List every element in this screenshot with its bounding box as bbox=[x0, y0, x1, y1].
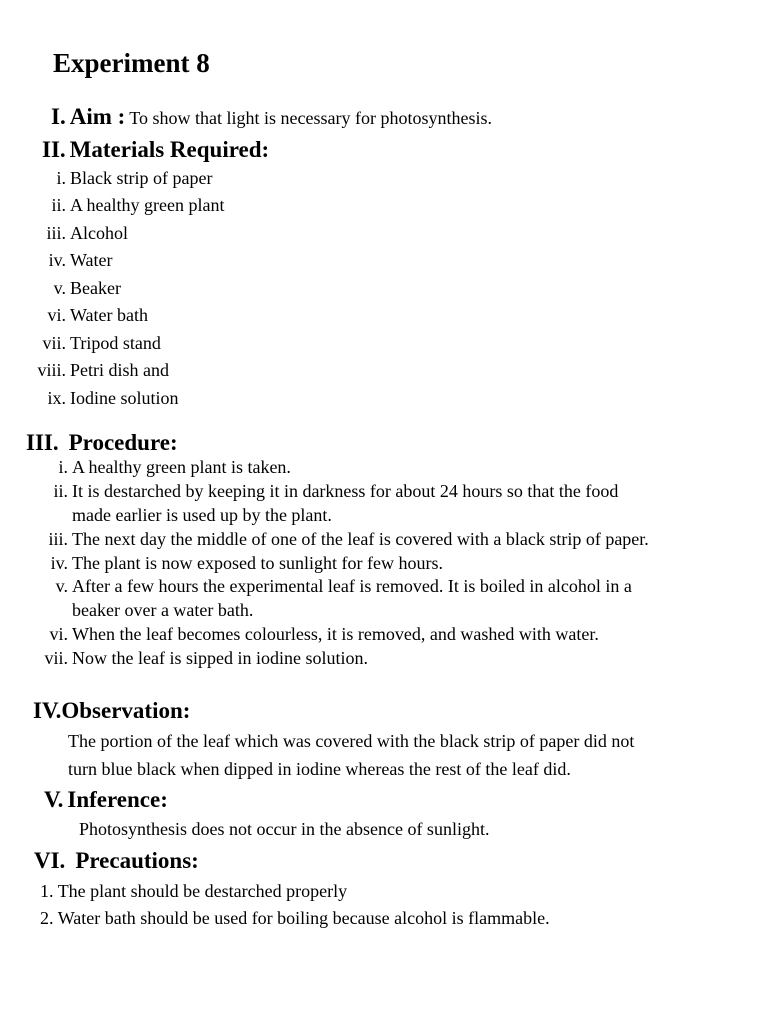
precautions-numeral: VI. bbox=[34, 848, 66, 873]
list-item-continuation: made earlier is used up by the plant. bbox=[72, 505, 332, 525]
inference-label: Inference: bbox=[67, 787, 168, 812]
list-item: viii. Petri dish and bbox=[37, 360, 169, 380]
precautions-label: Precautions: bbox=[75, 848, 199, 873]
list-item: vii. Now the leaf is sipped in iodine solution. bbox=[44, 648, 368, 668]
list-item: vii. Tripod stand bbox=[42, 333, 161, 353]
aim-text: To show that light is necessary for photosynthesis. bbox=[129, 108, 492, 128]
page-title: Experiment 8 bbox=[53, 48, 210, 78]
list-item: iii. The next day the middle of one of the leaf is covered with a black strip of paper. bbox=[48, 529, 649, 549]
aim-heading: Aim : bbox=[69, 104, 126, 129]
procedure-heading bbox=[26, 430, 178, 456]
precautions-heading bbox=[34, 848, 199, 874]
list-item: vi. Water bath bbox=[47, 305, 149, 325]
list-item: 2. Water bath should be used for boiling because alcohol is flammable. bbox=[40, 908, 550, 928]
procedure-numeral: III. bbox=[26, 430, 59, 455]
list-item: ix. Iodine solution bbox=[47, 388, 179, 408]
observation-label: Observation: bbox=[61, 698, 191, 723]
observation-heading bbox=[33, 698, 190, 724]
inference-numeral: V. bbox=[44, 787, 64, 812]
inference-text: Photosynthesis does not occur in the absence of sunlight. bbox=[79, 819, 490, 839]
observation-numeral: IV. bbox=[33, 698, 62, 723]
list-item: ii. It is destarched by keeping it in darkness for about 24 hours so that the food bbox=[53, 481, 619, 501]
list-item: iii. Alcohol bbox=[46, 223, 128, 243]
list-item: 1. The plant should be destarched properly bbox=[40, 881, 348, 901]
list-item: vi. When the leaf becomes colourless, it is removed, and washed with water. bbox=[49, 624, 599, 644]
aim-section bbox=[51, 104, 492, 130]
materials-numeral: II. bbox=[42, 137, 66, 162]
observation-line: turn blue black when dipped in iodine whereas the rest of the leaf did. bbox=[68, 759, 571, 779]
list-item: ii. A healthy green plant bbox=[51, 195, 225, 215]
list-item: v. Beaker bbox=[53, 278, 121, 298]
list-item: iv. The plant is now exposed to sunlight for few hours. bbox=[50, 553, 443, 573]
aim-numeral: I. bbox=[51, 104, 66, 129]
observation-line: The portion of the leaf which was covered with the black strip of paper did not bbox=[68, 731, 635, 751]
list-item: i. A healthy green plant is taken. bbox=[58, 457, 291, 477]
procedure-label: Procedure: bbox=[68, 430, 178, 455]
list-item: i. Black strip of paper bbox=[56, 168, 213, 188]
list-item: iv. Water bbox=[48, 250, 113, 270]
materials-label: Materials Required: bbox=[69, 137, 270, 162]
list-item-continuation: beaker over a water bath. bbox=[72, 600, 254, 620]
list-item: v. After a few hours the experimental leaf is removed. It is boiled in alcohol in a bbox=[55, 576, 632, 596]
inference-heading bbox=[44, 787, 168, 813]
materials-heading bbox=[42, 137, 269, 163]
